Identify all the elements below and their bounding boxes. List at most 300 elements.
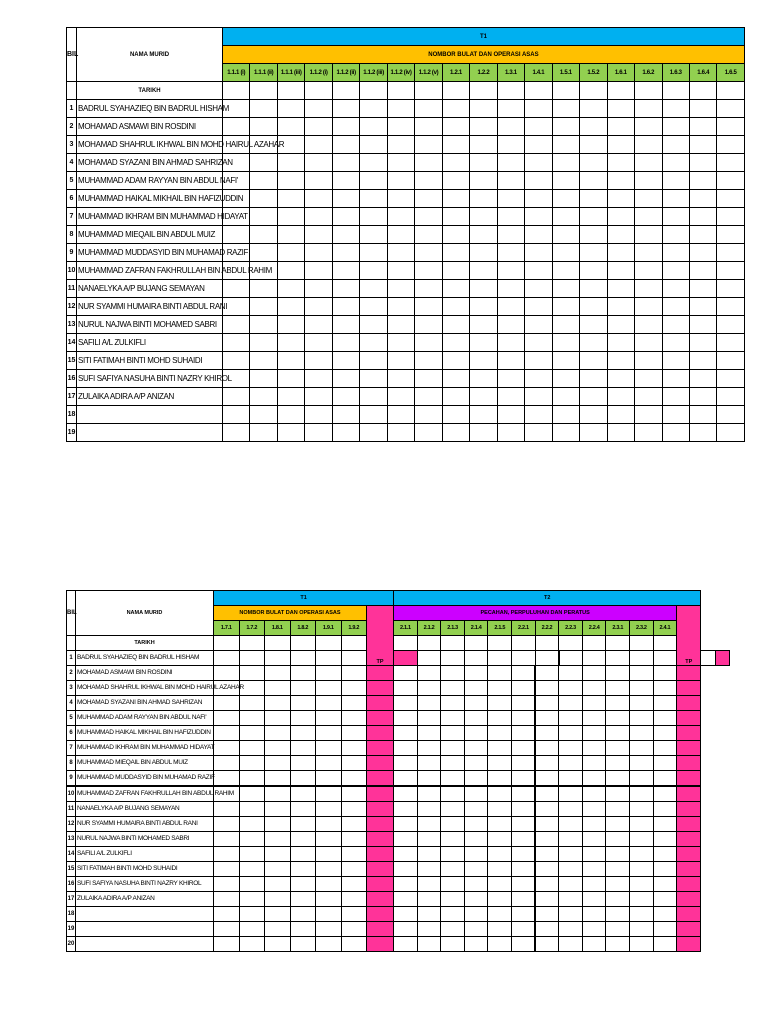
score-cell xyxy=(662,370,689,388)
score-cell xyxy=(250,154,277,172)
score-cell xyxy=(717,244,744,262)
student-name: MUHAMMAD IKHRAM BIN MUHAMMAD HIDAYAT xyxy=(77,208,223,226)
score-cell xyxy=(635,316,662,334)
score-cell xyxy=(717,334,744,352)
score-cell xyxy=(535,862,559,877)
tp-cell xyxy=(367,711,394,726)
score-cell xyxy=(497,244,524,262)
score-cell xyxy=(277,244,304,262)
score-cell xyxy=(470,280,497,298)
score-cell xyxy=(606,892,630,907)
score-cell xyxy=(360,316,387,334)
date-cell xyxy=(360,82,387,100)
score-cell xyxy=(277,424,304,442)
score-cell xyxy=(250,352,277,370)
score-cell xyxy=(653,666,677,681)
score-cell xyxy=(582,862,606,877)
score-cell xyxy=(582,937,606,952)
score-cell xyxy=(488,756,512,771)
score-cell xyxy=(214,862,240,877)
score-cell xyxy=(653,892,677,907)
score-cell xyxy=(415,118,442,136)
score-cell xyxy=(607,352,634,370)
tp-cell xyxy=(367,681,394,696)
score-cell xyxy=(265,741,291,756)
score-cell xyxy=(360,118,387,136)
score-cell xyxy=(442,226,469,244)
score-cell xyxy=(606,802,630,817)
score-cell xyxy=(417,741,441,756)
score-cell xyxy=(717,226,744,244)
score-cell xyxy=(512,832,536,847)
score-cell xyxy=(441,696,465,711)
score-cell xyxy=(512,862,536,877)
row-number: 13 xyxy=(67,316,77,334)
score-cell xyxy=(305,334,332,352)
score-cell xyxy=(630,651,654,666)
tp-cell xyxy=(677,877,701,892)
score-cell xyxy=(442,298,469,316)
date-cell xyxy=(635,82,662,100)
score-cell xyxy=(316,802,342,817)
score-cell xyxy=(214,756,240,771)
score-cell xyxy=(689,334,716,352)
score-cell xyxy=(464,907,488,922)
score-cell xyxy=(512,817,536,832)
row-number: 18 xyxy=(67,406,77,424)
score-cell xyxy=(525,262,552,280)
student-name: NURUL NAJWA BINTI MOHAMED SABRI xyxy=(77,316,223,334)
score-cell xyxy=(662,280,689,298)
score-cell xyxy=(535,802,559,817)
score-cell xyxy=(464,726,488,741)
score-cell xyxy=(415,280,442,298)
score-cell xyxy=(470,118,497,136)
score-cell xyxy=(512,786,536,802)
score-cell xyxy=(387,154,414,172)
tp-cell xyxy=(394,651,418,666)
score-cell xyxy=(470,388,497,406)
score-cell xyxy=(580,226,607,244)
score-cell xyxy=(305,424,332,442)
row-number: 12 xyxy=(67,298,77,316)
score-cell xyxy=(290,892,316,907)
score-cell xyxy=(525,352,552,370)
score-cell xyxy=(630,922,654,937)
score-cell xyxy=(606,696,630,711)
skill-code: 2.4.1 xyxy=(653,621,677,636)
score-cell xyxy=(417,832,441,847)
student-name: MOHAMAD SHAHRUL IKHWAL BIN MOHD HAIRUL AZAHAR xyxy=(77,136,223,154)
score-cell xyxy=(442,262,469,280)
row-number: 19 xyxy=(67,922,76,937)
row-number: 6 xyxy=(67,190,77,208)
score-cell xyxy=(277,280,304,298)
score-cell xyxy=(653,681,677,696)
score-cell xyxy=(470,154,497,172)
score-cell xyxy=(341,786,367,802)
score-cell xyxy=(689,316,716,334)
skill-code: 1.7.1 xyxy=(214,621,240,636)
score-cell xyxy=(497,352,524,370)
score-cell xyxy=(442,172,469,190)
score-cell xyxy=(415,298,442,316)
score-cell xyxy=(559,741,583,756)
score-cell xyxy=(497,388,524,406)
score-cell xyxy=(635,172,662,190)
score-cell xyxy=(635,262,662,280)
student-name: MUHAMMAD ADAM RAYYAN BIN ABDUL NAFI' xyxy=(76,711,214,726)
table-row xyxy=(67,406,745,424)
score-cell xyxy=(535,922,559,937)
score-cell xyxy=(535,937,559,952)
score-cell xyxy=(630,756,654,771)
score-cell xyxy=(607,316,634,334)
header-row-theme xyxy=(67,28,745,46)
score-cell xyxy=(360,334,387,352)
score-cell xyxy=(214,711,240,726)
score-cell xyxy=(332,334,359,352)
score-cell xyxy=(717,424,744,442)
score-cell xyxy=(239,711,265,726)
score-cell xyxy=(290,832,316,847)
score-cell xyxy=(635,226,662,244)
score-cell xyxy=(394,847,418,862)
table-row xyxy=(67,726,730,741)
score-cell xyxy=(607,136,634,154)
skill-code: 1.1.2 (ii) xyxy=(332,64,359,82)
student-name: NUR SYAMMI HUMAIRA BINTI ABDUL RANI xyxy=(77,298,223,316)
score-cell xyxy=(290,666,316,681)
score-cell xyxy=(332,280,359,298)
date-cell xyxy=(387,82,414,100)
score-cell xyxy=(341,651,367,666)
date-cell xyxy=(653,636,677,651)
table-row xyxy=(67,334,745,352)
tp-cell xyxy=(367,862,394,877)
row-number: 16 xyxy=(67,877,76,892)
score-cell xyxy=(630,862,654,877)
skill-code: 2.1.3 xyxy=(441,621,465,636)
score-cell xyxy=(250,424,277,442)
score-cell xyxy=(653,847,677,862)
skill-code: 1.1.2 (i) xyxy=(305,64,332,82)
skill-code: 1.2.1 xyxy=(442,64,469,82)
score-cell xyxy=(290,817,316,832)
score-cell xyxy=(305,208,332,226)
score-cell xyxy=(394,666,418,681)
skill-code: 1.6.2 xyxy=(635,64,662,82)
score-cell xyxy=(239,847,265,862)
date-cell xyxy=(470,82,497,100)
score-cell xyxy=(360,352,387,370)
score-cell xyxy=(630,832,654,847)
score-cell xyxy=(525,100,552,118)
score-cell xyxy=(464,802,488,817)
score-cell xyxy=(497,334,524,352)
score-cell xyxy=(559,651,583,666)
score-cell xyxy=(441,756,465,771)
score-cell xyxy=(653,817,677,832)
score-cell xyxy=(535,696,559,711)
score-cell xyxy=(653,937,677,952)
table-row xyxy=(67,877,730,892)
score-cell xyxy=(394,817,418,832)
score-cell xyxy=(265,802,291,817)
student-name: SITI FATIMAH BINTI MOHD SUHAIDI xyxy=(77,352,223,370)
score-cell xyxy=(316,651,342,666)
score-cell xyxy=(607,334,634,352)
score-cell xyxy=(717,262,744,280)
score-cell xyxy=(442,244,469,262)
score-cell xyxy=(488,681,512,696)
date-cell xyxy=(662,82,689,100)
score-cell xyxy=(552,388,579,406)
score-cell xyxy=(512,681,536,696)
score-cell xyxy=(559,847,583,862)
score-cell xyxy=(223,424,250,442)
score-cell xyxy=(630,847,654,862)
score-cell xyxy=(535,786,559,802)
score-cell xyxy=(239,922,265,937)
score-cell xyxy=(214,741,240,756)
score-cell xyxy=(417,771,441,787)
score-cell xyxy=(316,726,342,741)
header-row-theme xyxy=(67,591,730,606)
row-number: 11 xyxy=(67,802,76,817)
skill-code: 1.1.1 (ii) xyxy=(250,64,277,82)
score-cell xyxy=(606,862,630,877)
score-cell xyxy=(305,154,332,172)
skill-code: 1.1.2 (iv) xyxy=(387,64,414,82)
score-cell xyxy=(464,711,488,726)
score-cell xyxy=(580,118,607,136)
score-cell xyxy=(415,316,442,334)
score-cell xyxy=(559,817,583,832)
score-cell xyxy=(442,388,469,406)
score-cell xyxy=(214,832,240,847)
student-name: MUHAMMAD MIEQAIL BIN ABDUL MUIZ xyxy=(76,756,214,771)
score-cell xyxy=(441,726,465,741)
row-number: 4 xyxy=(67,696,76,711)
score-cell xyxy=(630,696,654,711)
skill-code: 1.1.1 (iii) xyxy=(277,64,304,82)
score-cell xyxy=(497,154,524,172)
table-row xyxy=(67,280,745,298)
score-cell xyxy=(662,388,689,406)
score-cell xyxy=(239,666,265,681)
tarikh-row xyxy=(67,636,730,651)
score-cell xyxy=(689,298,716,316)
score-cell xyxy=(464,756,488,771)
score-cell xyxy=(717,406,744,424)
score-cell xyxy=(394,907,418,922)
table-row xyxy=(67,298,745,316)
score-cell xyxy=(415,172,442,190)
score-cell xyxy=(630,937,654,952)
score-cell xyxy=(464,847,488,862)
row-number: 1 xyxy=(67,100,77,118)
score-cell xyxy=(662,172,689,190)
blank-cell xyxy=(67,82,77,100)
score-cell xyxy=(360,172,387,190)
skill-code: 1.5.1 xyxy=(552,64,579,82)
score-cell xyxy=(653,741,677,756)
score-cell xyxy=(606,681,630,696)
table-row xyxy=(67,262,745,280)
score-cell xyxy=(290,756,316,771)
score-cell xyxy=(635,244,662,262)
score-cell xyxy=(442,370,469,388)
score-cell xyxy=(653,922,677,937)
skill-code: 1.8.2 xyxy=(290,621,316,636)
score-cell xyxy=(387,334,414,352)
score-cell xyxy=(417,907,441,922)
score-cell xyxy=(415,406,442,424)
score-cell xyxy=(239,696,265,711)
student-name: MUHAMMAD MUDDASYID BIN MUHAMAD RAZIF xyxy=(77,244,223,262)
score-cell xyxy=(662,136,689,154)
row-number: 13 xyxy=(67,832,76,847)
score-cell xyxy=(662,406,689,424)
table-row xyxy=(67,907,730,922)
score-cell xyxy=(512,666,536,681)
score-cell xyxy=(488,922,512,937)
score-cell xyxy=(341,862,367,877)
table-row xyxy=(67,316,745,334)
score-cell xyxy=(580,280,607,298)
score-cell xyxy=(360,280,387,298)
score-cell xyxy=(214,922,240,937)
score-cell xyxy=(415,334,442,352)
score-cell xyxy=(582,832,606,847)
score-cell xyxy=(277,298,304,316)
score-cell xyxy=(606,922,630,937)
score-cell xyxy=(341,726,367,741)
score-cell xyxy=(525,298,552,316)
tp-cell xyxy=(367,771,394,787)
score-cell xyxy=(290,847,316,862)
score-cell xyxy=(580,388,607,406)
table-row xyxy=(67,802,730,817)
score-cell xyxy=(689,370,716,388)
table-row xyxy=(67,756,730,771)
score-cell xyxy=(630,907,654,922)
score-cell xyxy=(607,388,634,406)
score-cell xyxy=(305,136,332,154)
score-cell xyxy=(582,711,606,726)
score-cell xyxy=(630,786,654,802)
score-cell xyxy=(265,666,291,681)
score-cell xyxy=(214,892,240,907)
score-cell xyxy=(559,711,583,726)
student-name: MOHAMAD SYAZANI BIN AHMAD SAHRIZAN xyxy=(77,154,223,172)
student-name: MUHAMMAD MUDDASYID BIN MUHAMAD RAZIF xyxy=(76,771,214,787)
table-row xyxy=(67,370,745,388)
score-cell xyxy=(239,802,265,817)
score-cell xyxy=(394,922,418,937)
score-cell xyxy=(512,771,536,787)
score-cell xyxy=(290,907,316,922)
score-cell xyxy=(580,334,607,352)
score-cell xyxy=(250,316,277,334)
score-cell xyxy=(606,726,630,741)
score-cell xyxy=(441,862,465,877)
score-cell xyxy=(441,892,465,907)
score-cell xyxy=(290,877,316,892)
score-cell xyxy=(635,154,662,172)
date-cell xyxy=(223,82,250,100)
score-cell xyxy=(214,696,240,711)
score-cell xyxy=(512,696,536,711)
score-cell xyxy=(332,388,359,406)
score-cell xyxy=(316,711,342,726)
score-cell xyxy=(265,892,291,907)
score-cell xyxy=(265,922,291,937)
score-cell xyxy=(630,771,654,787)
score-cell xyxy=(332,316,359,334)
score-cell xyxy=(417,817,441,832)
date-cell xyxy=(580,82,607,100)
score-cell xyxy=(607,262,634,280)
score-cell xyxy=(497,118,524,136)
topic2-header: PECAHAN, PERPULUHAN DAN PERATUS xyxy=(394,606,677,621)
score-cell xyxy=(689,118,716,136)
score-cell xyxy=(214,907,240,922)
score-cell xyxy=(277,190,304,208)
score-cell xyxy=(470,172,497,190)
skill-code: 1.1.2 (v) xyxy=(415,64,442,82)
score-cell xyxy=(417,756,441,771)
score-cell xyxy=(512,907,536,922)
assessment-table-bottom xyxy=(66,590,730,952)
score-cell xyxy=(470,424,497,442)
score-cell xyxy=(552,316,579,334)
table-row xyxy=(67,937,730,952)
score-cell xyxy=(239,741,265,756)
score-cell xyxy=(239,726,265,741)
score-cell xyxy=(239,877,265,892)
score-cell xyxy=(277,316,304,334)
skill-code: 1.1.1 (i) xyxy=(223,64,250,82)
score-cell xyxy=(277,154,304,172)
score-cell xyxy=(525,244,552,262)
score-cell xyxy=(387,100,414,118)
score-cell xyxy=(488,832,512,847)
score-cell xyxy=(470,352,497,370)
score-cell xyxy=(316,877,342,892)
score-cell xyxy=(442,208,469,226)
score-cell xyxy=(512,847,536,862)
score-cell xyxy=(635,280,662,298)
score-cell xyxy=(341,907,367,922)
score-cell xyxy=(250,370,277,388)
score-cell xyxy=(635,208,662,226)
score-cell xyxy=(316,922,342,937)
score-cell xyxy=(653,832,677,847)
score-cell xyxy=(341,817,367,832)
score-cell xyxy=(552,334,579,352)
student-name: NANAELYKA A/P BUJANG SEMAYAN xyxy=(76,802,214,817)
tp-cell xyxy=(677,832,701,847)
row-number: 9 xyxy=(67,244,77,262)
row-number: 20 xyxy=(67,937,76,952)
tp1-header: TP xyxy=(367,606,394,666)
score-cell xyxy=(525,190,552,208)
student-name: MOHAMAD ASMAWI BIN ROSDINI xyxy=(77,118,223,136)
score-cell xyxy=(387,136,414,154)
score-cell xyxy=(214,877,240,892)
